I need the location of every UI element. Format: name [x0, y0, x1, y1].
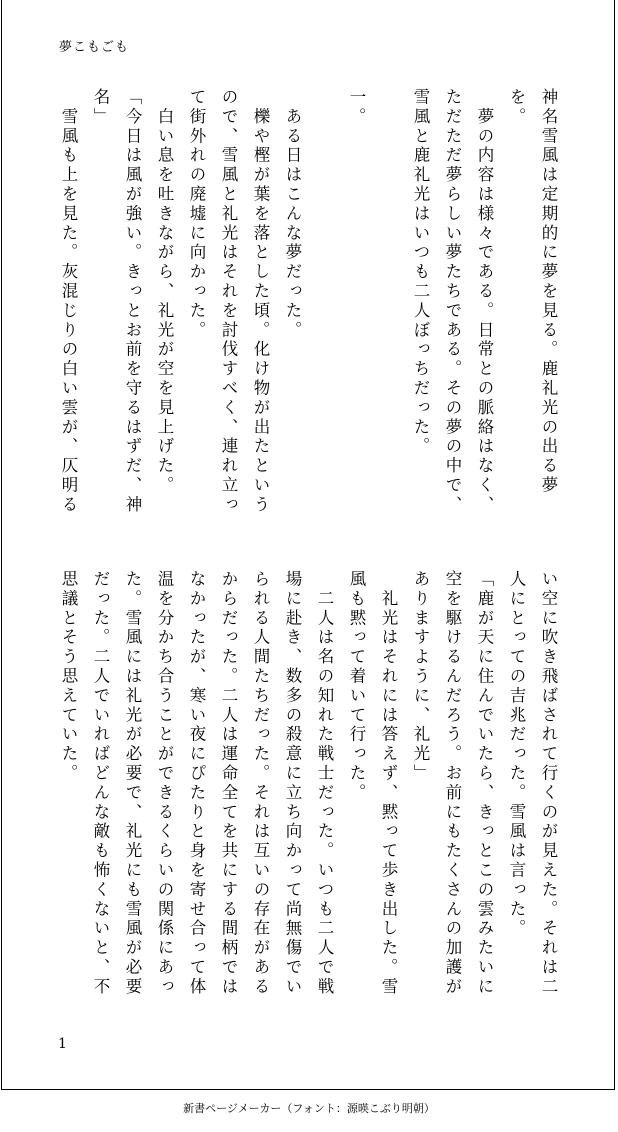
paragraph: い空に吹き飛ばされて行くのが見えた。それは二人にとっての吉兆だった。雪風は言った。 — [507, 570, 558, 997]
paragraph: ある日はこんな夢だった。 — [283, 88, 302, 341]
chapter-heading: 一。 — [347, 88, 366, 127]
text-column-bottom — [44, 570, 564, 1000]
dialogue: 「今日は風が強い。きっとお前を守るはずだ、神名」 — [91, 88, 142, 515]
dialogue: 「鹿が天に住んでいたら、きっとこの雲みたいに空を駆けるんだろう。お前にもたくさんの加護がありますように、礼光」 — [411, 570, 494, 997]
text-column-top — [44, 88, 564, 518]
page-frame — [1, 0, 615, 1090]
footer-credit: 新書ページメーカー（フォント：源暎こぶり明朝） — [183, 1102, 435, 1115]
running-head: 夢こもごも — [59, 40, 130, 55]
paragraph: 礼光はそれには答えず、黙って歩き出した。雪風も黙って着いて行った。 — [347, 570, 398, 997]
page-number: 1 — [58, 1036, 67, 1052]
paragraph: 雪風も上を見た。灰混じりの白い雲が、仄明る — [59, 88, 78, 515]
paragraph — [372, 88, 404, 518]
paragraph: 白い息を吐きながら、礼光が空を見上げた。 — [155, 88, 174, 496]
paragraph — [308, 88, 340, 518]
paragraph: 夢の内容は様々である。日常との脈絡はなく、ただただ夢らしい夢たちである。その夢の中で、雪風と鹿礼光はいつも二人ぼっちだった。 — [411, 88, 494, 515]
paragraph: 櫟や樫が葉を落とした頃。化け物が出たというので、雪風と礼光はそれを討伐すべく、連れ立って街外れの廃墟に向かった。 — [187, 88, 270, 515]
paragraph: 神名雪風は定期的に夢を見る。鹿礼光の出る夢を。 — [507, 88, 558, 496]
paragraph: 二人は名の知れた戦士だった。いつも二人で戦場に赴き、数多の殺意に立ち向かって尚無傷でいられる人間たちだった。それは互いの存在があるからだった。二人は運命全てを共にする間柄ではなかったが、寒い夜にぴたりと身を寄せ合って体温を分かち合うことができるくらいの関係にあった。雪風には礼光が必要で、礼光にも雪風が必要だった。二人でいればどんな敵も怖くないと、不思議とそう思えていた。 — [59, 570, 334, 997]
